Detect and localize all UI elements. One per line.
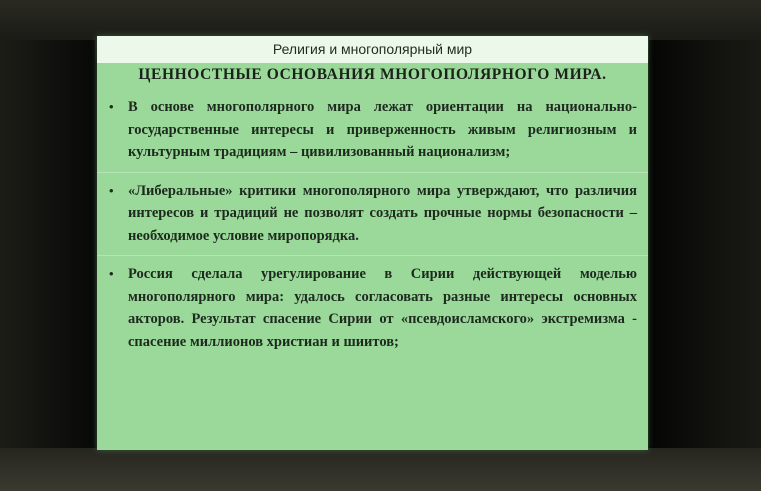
room-wall-left — [0, 40, 95, 460]
bullet-marker: • — [109, 99, 114, 114]
bullet-marker: • — [109, 182, 114, 198]
slide-header: Религия и многополярный мир — [97, 36, 648, 63]
bullet-marker: • — [109, 266, 114, 281]
bullet-item — [109, 96, 637, 164]
bullet-text: «Либеральные» критики многополярного мира утверждают, что различия интересов и традиций не позволят создать прочные нормы безопасности – необходимое условие миропорядка. — [128, 182, 637, 244]
room-floor — [0, 448, 761, 491]
room-wall-right — [649, 40, 761, 460]
slide-heading: ЦЕННОСТНЫЕ ОСНОВАНИЯ МНОГОПОЛЯРНОГО МИРА. — [138, 66, 607, 83]
bullet-text: Россия сделала урегулирование в Сирии действующей моделью многополярного мира: удалось согласовать разные интересы основных акторов. Результат спасение Сирии от «псевдоисламского» экстремизма - спасение миллионов христиан и шиитов; — [128, 266, 637, 350]
bullet-divider — [97, 172, 648, 173]
bullet-divider — [97, 255, 648, 256]
bullet-item — [109, 263, 637, 353]
bullet-list — [109, 96, 637, 361]
projected-slide — [97, 36, 648, 450]
bullet-text: В основе многополярного мира лежат ориентации на национально-государственные интересы и приверженность живым религиозным и культурным традициям – цивилизованный национализм; — [128, 99, 637, 160]
bullet-item — [109, 180, 637, 248]
